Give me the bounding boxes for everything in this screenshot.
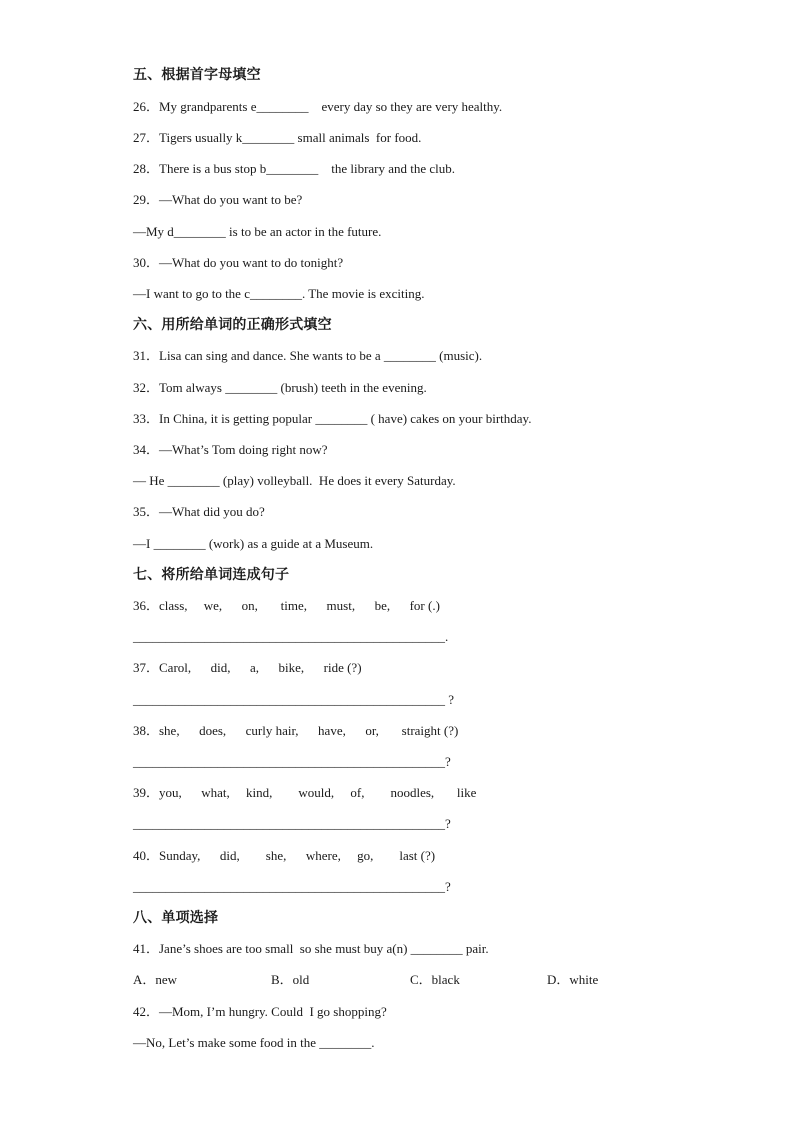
question-36: 36．class, we, on, time, must, be, for (.) <box>133 598 440 613</box>
section-heading-5: 五、根据首字母填空 <box>133 67 261 83</box>
answer-29: —My d________ is to be an actor in the future. <box>133 224 382 239</box>
question-31: 31．Lisa can sing and dance. She wants to be a ________ (music). <box>133 348 483 363</box>
question-28: 28．There is a bus stop b________ the library and the club. <box>133 161 456 176</box>
answer-line-36: ________________________________________________. <box>133 629 449 644</box>
question-37: 37．Carol, did, a, bike, ride (?) <box>133 660 362 675</box>
answer-42: —No, Let’s make some food in the ________. <box>133 1035 375 1050</box>
answer-30: —I want to go to the c________. The movie is exciting. <box>133 286 425 301</box>
question-26: 26．My grandparents e________ every day so they are very healthy. <box>133 99 503 114</box>
question-42: 42．—Mom, I’m hungry. Could I go shopping? <box>133 1004 387 1019</box>
answer-line-37: ________________________________________________ ? <box>133 692 455 707</box>
answer-line-40: ________________________________________________? <box>133 879 451 894</box>
option-b: B．old <box>271 972 310 987</box>
answer-34: — He ________ (play) volleyball. He does it every Saturday. <box>133 473 456 488</box>
question-30: 30．—What do you want to do tonight? <box>133 255 344 270</box>
section-heading-8: 八、单项选择 <box>133 910 219 926</box>
question-32: 32．Tom always ________ (brush) teeth in the evening. <box>133 380 427 395</box>
question-29: 29．—What do you want to be? <box>133 192 303 207</box>
option-c: C．black <box>410 972 460 987</box>
question-34: 34．—What’s Tom doing right now? <box>133 442 328 457</box>
section-heading-6: 六、用所给单词的正确形式填空 <box>133 317 332 333</box>
question-38: 38．she, does, curly hair, have, or, straight (?) <box>133 723 459 738</box>
question-33: 33．In China, it is getting popular ________ ( have) cakes on your birthday. <box>133 411 532 426</box>
answer-35: —I ________ (work) as a guide at a Museum. <box>133 536 374 551</box>
question-35: 35．—What did you do? <box>133 504 265 519</box>
option-d: D．white <box>547 972 599 987</box>
answer-line-38: ________________________________________________? <box>133 754 451 769</box>
question-39: 39．you, what, kind, would, of, noodles, like <box>133 785 477 800</box>
section-heading-7: 七、将所给单词连成句子 <box>133 567 290 583</box>
question-27: 27．Tigers usually k________ small animals for food. <box>133 130 422 145</box>
option-a: A．new <box>133 972 178 987</box>
question-40: 40．Sunday, did, she, where, go, last (?) <box>133 848 436 863</box>
answer-line-39: ________________________________________________? <box>133 816 451 831</box>
question-41: 41．Jane’s shoes are too small so she must buy a(n) ________ pair. <box>133 941 489 956</box>
